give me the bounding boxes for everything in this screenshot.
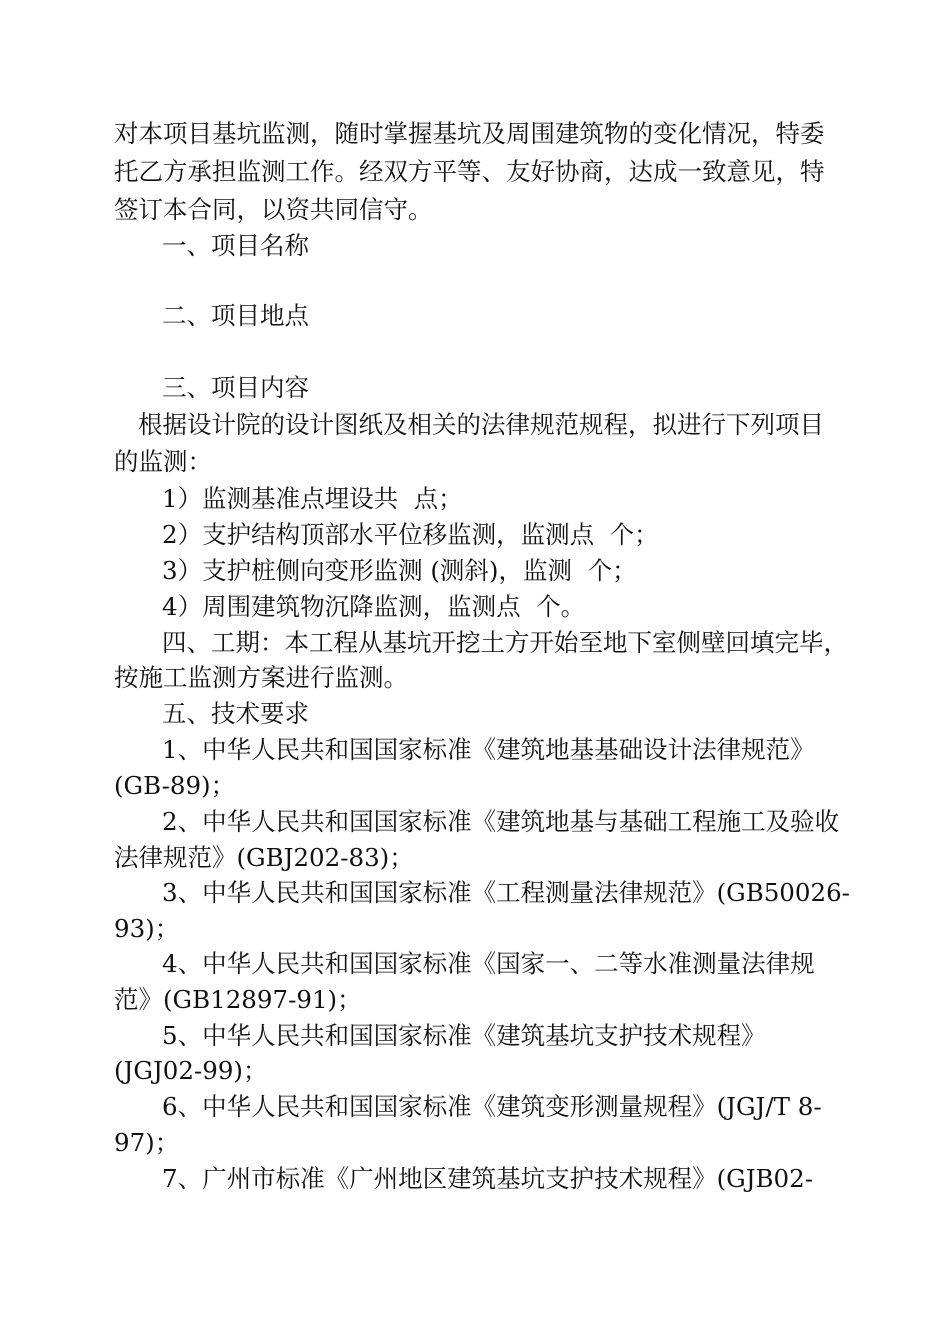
list-item: 6、中华人民共和国国家标准《建筑变形测量规程》(JGJ/T 8- [162, 1092, 822, 1121]
list-item: 7、广州市标准《广州地区建筑基坑支护技术规程》(GJB02- [162, 1164, 813, 1193]
list-item-continuation: 97)； [114, 1128, 180, 1157]
paragraph-line: 对本项目基坑监测，随时掌握基坑及周围建筑物的变化情况，特委 [114, 119, 825, 148]
list-item: 4、中华人民共和国国家标准《国家一、二等水准测量法律规 [162, 949, 815, 978]
list-item-continuation: 法律规范》(GBJ202-83)； [114, 843, 414, 872]
list-item: 5、中华人民共和国国家标准《建筑基坑支护技术规程》 [162, 1021, 766, 1050]
list-item: 3）支护桩侧向变形监测 (测斜)，监测 个； [162, 556, 637, 585]
list-item-continuation: 范》(GB12897-91)； [114, 985, 362, 1014]
list-item-continuation: 93)； [114, 914, 180, 943]
paragraph-line: 签订本合同，以资共同信守。 [114, 195, 433, 224]
list-item: 2）支护结构顶部水平位移监测，监测点 个； [162, 520, 659, 549]
list-item-continuation: (JGJ02-99)； [114, 1056, 268, 1085]
list-item: 3、中华人民共和国国家标准《工程测量法律规范》(GB50026- [162, 878, 850, 907]
paragraph-line: 托乙方承担监测工作。经双方平等、友好协商，达成一致意见，特 [114, 157, 825, 186]
section-heading-schedule: 四、工期：本工程从基坑开挖土方开始至地下室侧壁回填完毕， [162, 628, 848, 657]
section-heading-project-location: 二、项目地点 [162, 301, 309, 330]
list-item: 1）监测基准点埋设共 点； [162, 484, 463, 513]
paragraph-line: 根据设计院的设计图纸及相关的法律规范规程，拟进行下列项目 [138, 410, 824, 439]
section-heading-project-name: 一、项目名称 [162, 231, 309, 260]
paragraph-line: 按施工监测方案进行监测。 [114, 663, 408, 692]
section-heading-project-content: 三、项目内容 [162, 373, 309, 402]
list-item: 2、中华人民共和国国家标准《建筑地基与基础工程施工及验收 [162, 807, 840, 836]
list-item: 1、中华人民共和国国家标准《建筑地基基础设计法律规范》 [162, 735, 815, 764]
paragraph-line: 的监测： [114, 447, 212, 476]
list-item: 4）周围建筑物沉降监测，监测点 个。 [162, 592, 586, 621]
list-item-continuation: (GB-89)； [114, 771, 236, 800]
section-heading-technical-requirements: 五、技术要求 [162, 699, 309, 728]
